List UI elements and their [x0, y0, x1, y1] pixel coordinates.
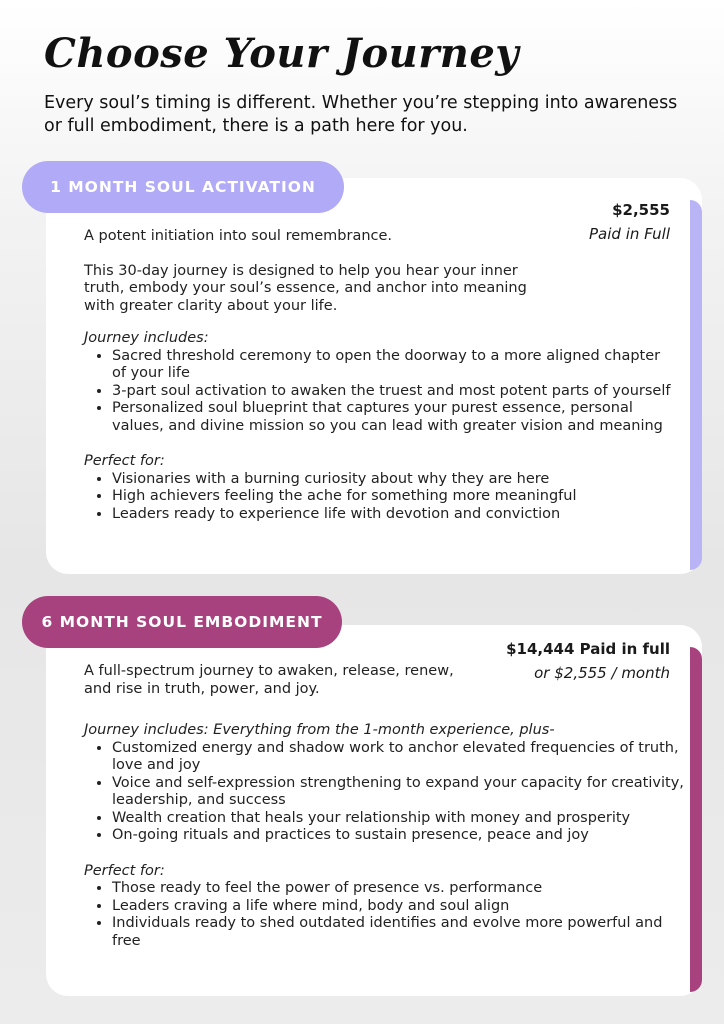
includes-list	[84, 348, 674, 436]
price-block	[589, 198, 670, 246]
journey-description: This 30-day journey is designed to help you hear your inner truth, embody your soul’s essence, and anchor into meaning with greater clarity about your life.	[84, 262, 527, 314]
list-item: • Voice and self-expression strengthening to expand your capacity for creativity, leadership, and success	[112, 775, 684, 810]
price-note: or $2,555 / month	[534, 664, 670, 682]
intro-text: Every soul’s timing is different. Whether you’re stepping into awareness or full embodiment, there is a path here for you.	[44, 93, 678, 136]
journey-label-activation: 1 MONTH SOUL ACTIVATION	[22, 161, 344, 213]
journey-lists	[84, 722, 684, 950]
list-item: • Sacred threshold ceremony to open the doorway to a more aligned chapter of your life	[112, 348, 674, 383]
list-item: • Leaders craving a life where mind, body and soul align	[112, 898, 684, 916]
journey-body	[84, 663, 464, 698]
perfect-heading: Perfect for:	[84, 862, 165, 879]
journey-body	[84, 228, 554, 315]
list-item: • Those ready to feel the power of presence vs. performance	[112, 880, 684, 898]
journey-lists	[84, 330, 674, 523]
price-amount: $2,555	[612, 201, 670, 219]
list-item: • 3-part soul activation to awaken the truest and most potent parts of yourself	[112, 383, 674, 401]
journey-tagline: A full-spectrum journey to awaken, release, renew, and rise in truth, power, and joy.	[84, 663, 454, 697]
list-item: • Customized energy and shadow work to anchor elevated frequencies of truth, love and joy	[112, 740, 684, 775]
includes-heading: Journey includes:	[84, 330, 209, 346]
includes-list	[84, 740, 684, 845]
page-title: Choose Your Journey	[44, 30, 520, 77]
perfect-list	[84, 880, 684, 950]
list-item: • Wealth creation that heals your relationship with money and prosperity	[112, 810, 684, 828]
includes-heading: Journey includes: Everything from the 1-month experience, plus-	[84, 722, 555, 738]
journey-label-embodiment: 6 MONTH SOUL EMBODIMENT	[22, 596, 342, 648]
list-item: • Personalized soul blueprint that captures your purest essence, personal values, and divine mission so you can lead with greater vision and meaning	[112, 400, 674, 435]
price-note: Paid in Full	[589, 225, 670, 243]
list-item: • On-going rituals and practices to sustain presence, peace and joy	[112, 827, 684, 845]
list-item: • Visionaries with a burning curiosity about why they are here	[112, 471, 674, 489]
card-accent-rail	[690, 647, 702, 992]
perfect-list	[84, 471, 674, 524]
journey-card-embodiment	[46, 625, 702, 996]
list-item: • High achievers feeling the ache for something more meaningful	[112, 488, 674, 506]
list-item: • Individuals ready to shed outdated identifies and evolve more powerful and free	[112, 915, 684, 950]
journey-card-activation	[46, 178, 702, 574]
list-item: • Leaders ready to experience life with devotion and conviction	[112, 506, 674, 524]
journey-tagline: A potent initiation into soul remembrance.	[84, 228, 393, 244]
perfect-heading: Perfect for:	[84, 453, 165, 469]
card-accent-rail	[690, 200, 702, 570]
price-block	[506, 637, 670, 685]
price-amount: $14,444 Paid in full	[506, 640, 670, 658]
